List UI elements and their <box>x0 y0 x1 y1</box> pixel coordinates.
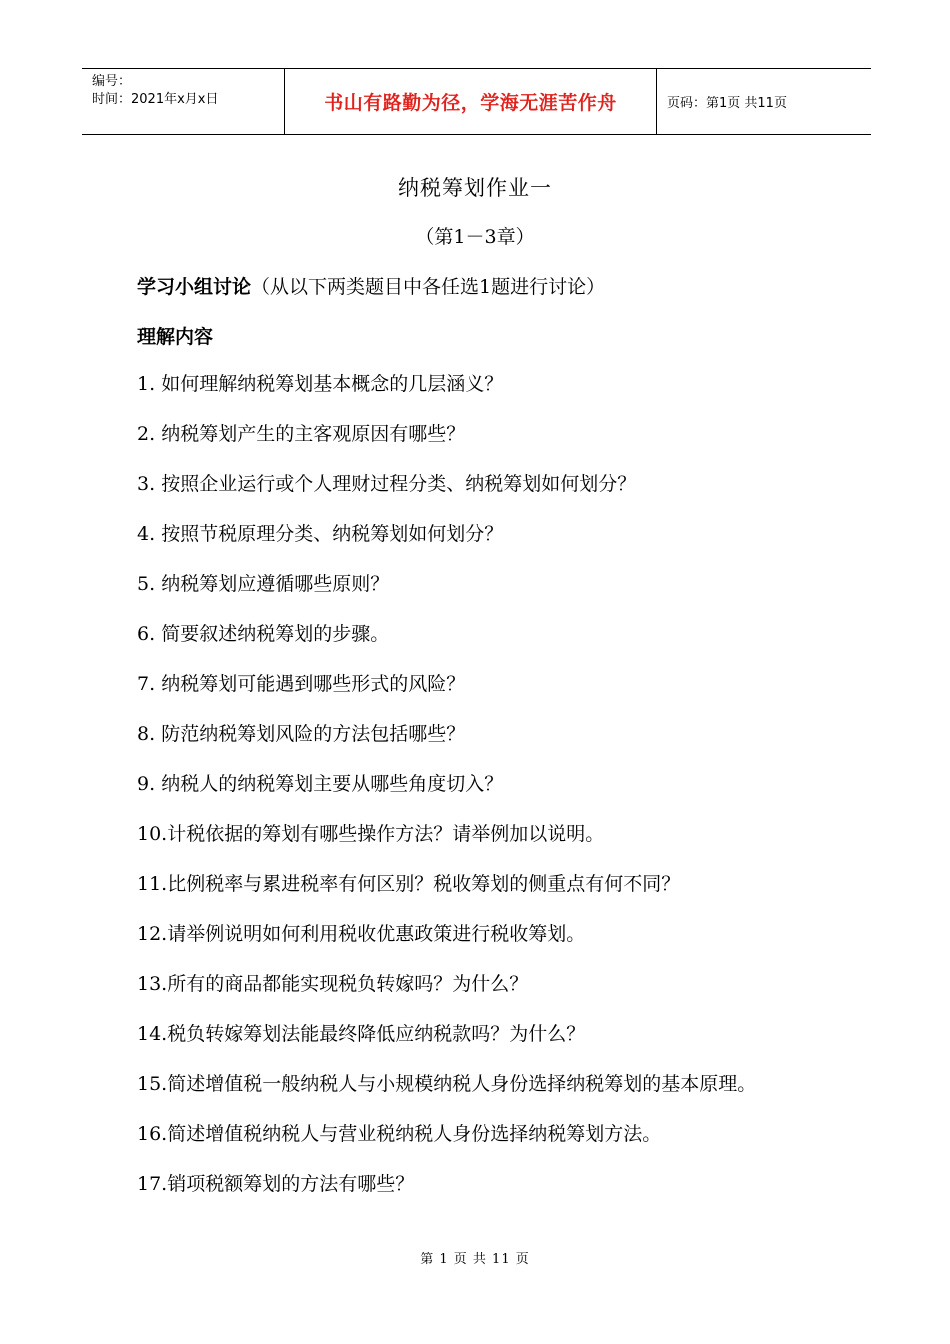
question-number: 8. <box>137 723 156 745</box>
header-motto-cell <box>285 69 657 134</box>
question-item <box>137 371 756 421</box>
question-text: 比例税率与累进税率有何区别？税收筹划的侧重点有何不同？ <box>167 873 681 895</box>
question-text: 纳税人的纳税筹划主要从哪些角度切入？ <box>161 773 504 795</box>
question-item <box>137 621 756 671</box>
document-title: 纳税筹划作业一 <box>398 176 552 200</box>
question-number: 2. <box>137 423 156 445</box>
question-number: 16. <box>137 1123 168 1145</box>
question-number: 12. <box>137 923 168 945</box>
question-text: 销项税额筹划的方法有哪些？ <box>167 1173 415 1195</box>
page-footer: 第 1 页 共 11 页 <box>420 1252 530 1267</box>
question-item <box>137 1021 756 1071</box>
question-text: 请举例说明如何利用税收优惠政策进行税收筹划。 <box>167 923 586 945</box>
question-item <box>137 421 756 471</box>
header-meta-cell <box>82 69 285 134</box>
question-text: 按照节税原理分类、纳税筹划如何划分？ <box>161 523 504 545</box>
section-note: （从以下两类题目中各任选1题进行讨论） <box>251 276 606 298</box>
subsection-heading: 理解内容 <box>137 326 214 348</box>
question-text: 简述增值税纳税人与营业税纳税人身份选择纳税筹划方法。 <box>167 1123 662 1145</box>
question-text: 简述增值税一般纳税人与小规模纳税人身份选择纳税筹划的基本原理。 <box>167 1073 757 1095</box>
question-text: 简要叙述纳税筹划的步骤。 <box>161 623 390 645</box>
header-motto: 书山有路勤为径，学海无涯苦作舟 <box>324 92 617 114</box>
section-heading: 学习小组讨论 <box>137 276 252 298</box>
question-item <box>137 1121 756 1171</box>
question-text: 纳税筹划产生的主客观原因有哪些？ <box>161 423 466 445</box>
question-item <box>137 771 756 821</box>
header-page-info: 页码：第1页 共11页 <box>667 96 787 111</box>
question-number: 6. <box>137 623 156 645</box>
question-number: 17. <box>137 1173 168 1195</box>
question-number: 11. <box>137 873 168 895</box>
question-text: 如何理解纳税筹划基本概念的几层涵义？ <box>161 373 504 395</box>
section-heading-line <box>137 272 605 299</box>
question-number: 5. <box>137 573 156 595</box>
question-item <box>137 521 756 571</box>
question-item <box>137 971 756 1021</box>
question-text: 计税依据的筹划有哪些操作方法？请举例加以说明。 <box>167 823 605 845</box>
header-time-label: 时间：2021年x月x日 <box>92 92 219 107</box>
question-text: 按照企业运行或个人理财过程分类、纳税筹划如何划分？ <box>161 473 637 495</box>
question-item <box>137 471 756 521</box>
question-item <box>137 721 756 771</box>
question-item <box>137 871 756 921</box>
question-text: 纳税筹划应遵循哪些原则？ <box>161 573 390 595</box>
header-page-cell <box>657 69 871 134</box>
question-number: 14. <box>137 1023 168 1045</box>
question-number: 1. <box>137 373 156 395</box>
question-number: 15. <box>137 1073 168 1095</box>
header-number-label: 编号： <box>92 74 132 89</box>
question-text: 纳税筹划可能遇到哪些形式的风险？ <box>161 673 466 695</box>
question-text: 所有的商品都能实现税负转嫁吗？为什么？ <box>167 973 529 995</box>
question-item <box>137 821 756 871</box>
question-number: 13. <box>137 973 168 995</box>
question-number: 4. <box>137 523 156 545</box>
document-subtitle: （第1－3章） <box>415 226 535 248</box>
question-text: 税负转嫁筹划法能最终降低应纳税款吗？为什么？ <box>167 1023 586 1045</box>
question-number: 10. <box>137 823 168 845</box>
question-number: 9. <box>137 773 156 795</box>
question-number: 7. <box>137 673 156 695</box>
question-text: 防范纳税筹划风险的方法包括哪些？ <box>161 723 466 745</box>
question-item <box>137 571 756 621</box>
question-item <box>137 671 756 721</box>
question-list <box>137 371 756 1221</box>
question-item <box>137 1071 756 1121</box>
question-number: 3. <box>137 473 156 495</box>
question-item <box>137 1171 756 1221</box>
question-item <box>137 921 756 971</box>
document-header-table <box>82 68 871 135</box>
